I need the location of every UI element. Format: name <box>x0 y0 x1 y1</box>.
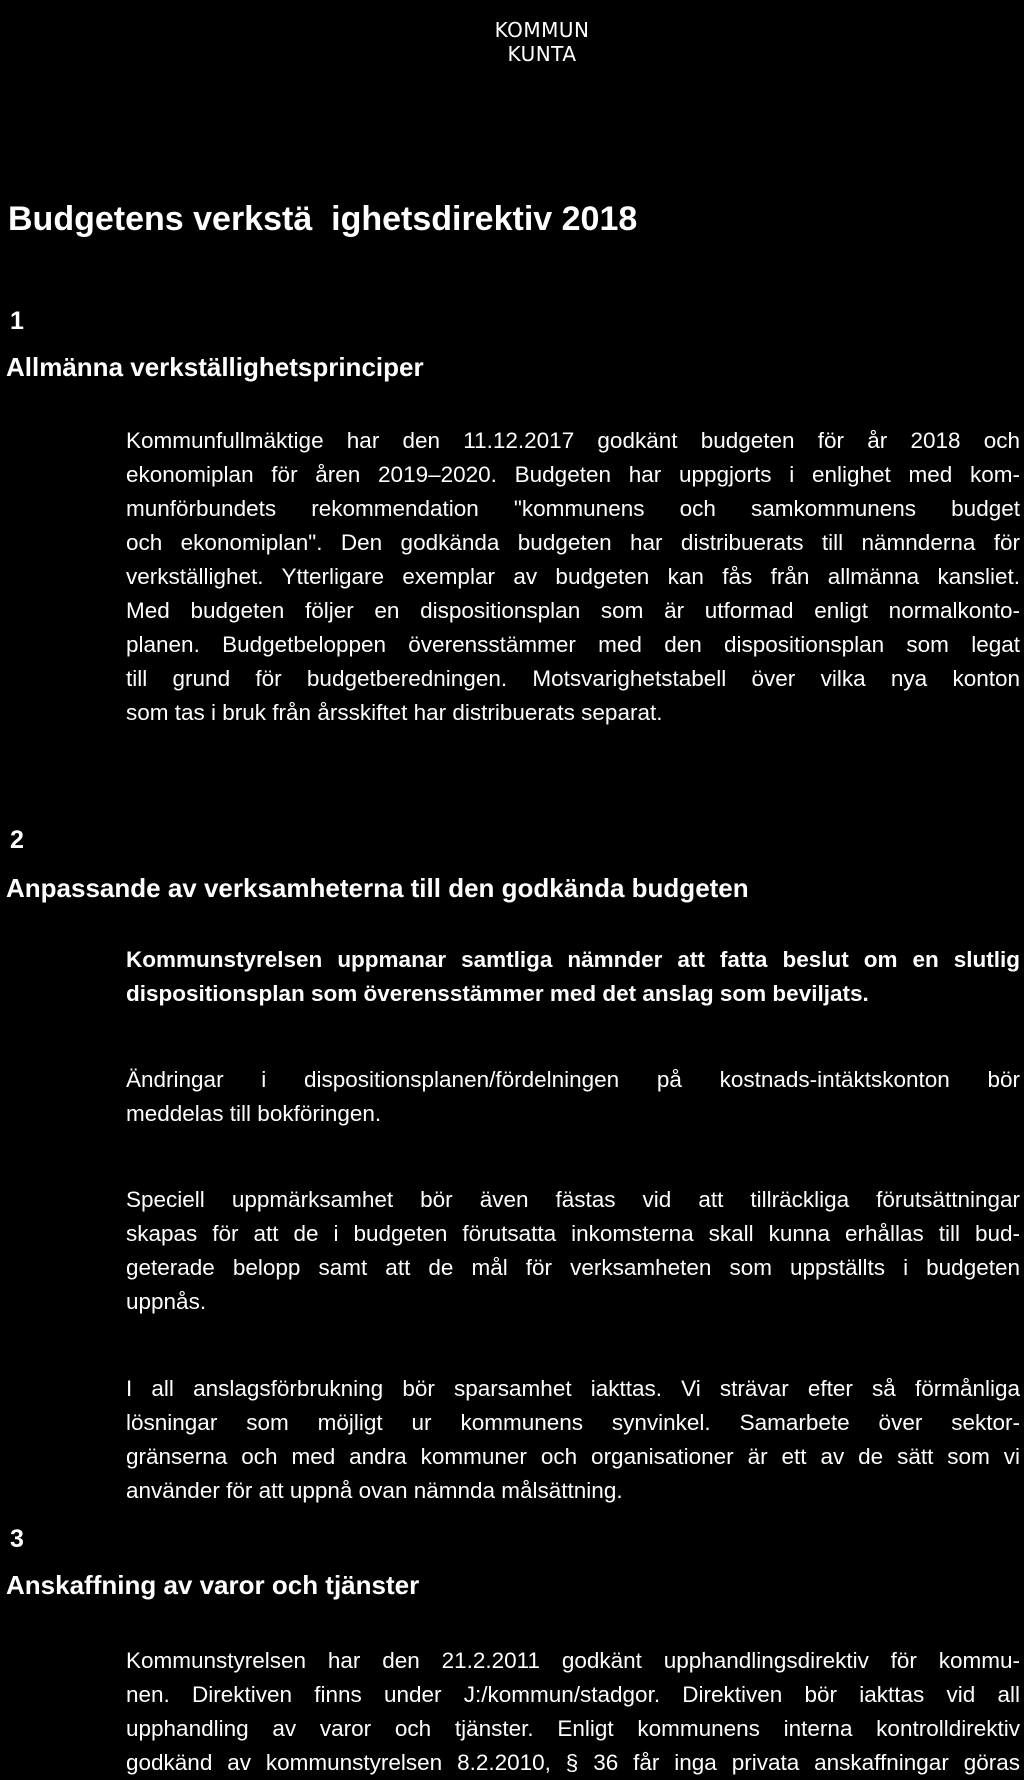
header-line-kunta: KUNTA <box>507 42 577 66</box>
text-line: planen. Budgetbeloppen överensstämmer med den dispositionsplan som legat <box>126 632 1020 657</box>
text-line: ekonomiplan för åren 2019–2020. Budgeten har uppgjorts i enlighet med kom- <box>126 462 1020 487</box>
page-bottom-cutoff <box>0 1644 1024 1775</box>
section-1-paragraph <box>126 424 1020 730</box>
text-line: Kommunfullmäktige har den 11.12.2017 godkänt budgeten för år 2018 och <box>126 428 1020 453</box>
text-line: lösningar som möjligt ur kommunens synvinkel. Samarbete över sektor- <box>126 1410 1020 1435</box>
text-line: godkänd av kommunstyrelsen 8.2.2010, § 36 får inga privata anskaffningar göras <box>126 1750 1020 1775</box>
document-title: Budgetens verkstä ighetsdirektiv 2018 <box>8 200 638 238</box>
text-line: I all anslagsförbrukning bör sparsamhet iakttas. Vi strävar efter så förmånliga <box>126 1376 1020 1401</box>
text-line: Speciell uppmärksamhet bör även fästas vid att tillräckliga förutsättningar <box>126 1187 1020 1212</box>
text-line: dispositionsplan som överensstämmer med det anslag som beviljats. <box>126 981 869 1006</box>
section-2-heading: Anpassande av verksamheterna till den godkända budgeten <box>6 873 749 903</box>
text-line: gränserna och med andra kommuner och organisationer är ett av de sätt som vi <box>126 1444 1020 1469</box>
text-line: och ekonomiplan". Den godkända budgeten har distribuerats till nämnderna för <box>126 530 1020 555</box>
section-1-heading: Allmänna verkställighetsprinciper <box>6 352 424 382</box>
section-1-number: 1 <box>10 307 24 335</box>
section-3-heading: Anskaffning av varor och tjänster <box>6 1570 420 1600</box>
text-line: Kommunstyrelsen har den 21.2.2011 godkänt upphandlingsdirektiv för kommu- <box>126 1648 1020 1673</box>
text-line: Med budgeten följer en dispositionsplan som är utformad enligt normalkonto- <box>126 598 1020 623</box>
section-2-paragraph-2 <box>126 1063 1020 1131</box>
section-3-number: 3 <box>10 1525 24 1553</box>
text-line: använder för att uppnå ovan nämnda målsättning. <box>126 1478 623 1503</box>
text-line: Ändringar i dispositionsplanen/fördelningen på kostnads-intäktskonton bör <box>126 1067 1020 1092</box>
section-2-paragraph-1 <box>126 943 1020 1011</box>
text-line: nen. Direktiven finns under J:/kommun/stadgor. Direktiven bör iakttas vid all <box>126 1682 1020 1707</box>
section-2-paragraph-4 <box>126 1372 1020 1508</box>
text-line: upphandling av varor och tjänster. Enligt kommunens interna kontrolldirektiv <box>126 1716 1020 1741</box>
text-line: munförbundets rekommendation "kommunens och samkommunens budget <box>126 496 1020 521</box>
text-line: uppnås. <box>126 1289 207 1314</box>
text-line: Kommunstyrelsen uppmanar samtliga nämnder att fatta beslut om en slutlig <box>126 947 1020 972</box>
section-2-number: 2 <box>10 826 24 854</box>
text-line: till grund för budgetberedningen. Motsvarighetstabell över vilka nya konton <box>126 666 1020 691</box>
section-2-paragraph-3 <box>126 1183 1020 1319</box>
text-line: verkställighet. Ytterligare exemplar av budgeten kan fås från allmänna kansliet. <box>126 564 1020 589</box>
text-line: meddelas till bokföringen. <box>126 1101 382 1126</box>
text-line: som tas i bruk från årsskiftet har distribuerats separat. <box>126 700 663 725</box>
section-3-paragraph <box>126 1644 1020 1780</box>
document-header <box>0 18 1024 66</box>
text-line: skapas för att de i budgeten förutsatta inkomsterna skall kunna erhållas till bud- <box>126 1221 1020 1246</box>
text-line: geterade belopp samt att de mål för verksamheten som uppställts i budgeten <box>126 1255 1020 1280</box>
header-line-kommun: KOMMUN <box>494 18 590 42</box>
